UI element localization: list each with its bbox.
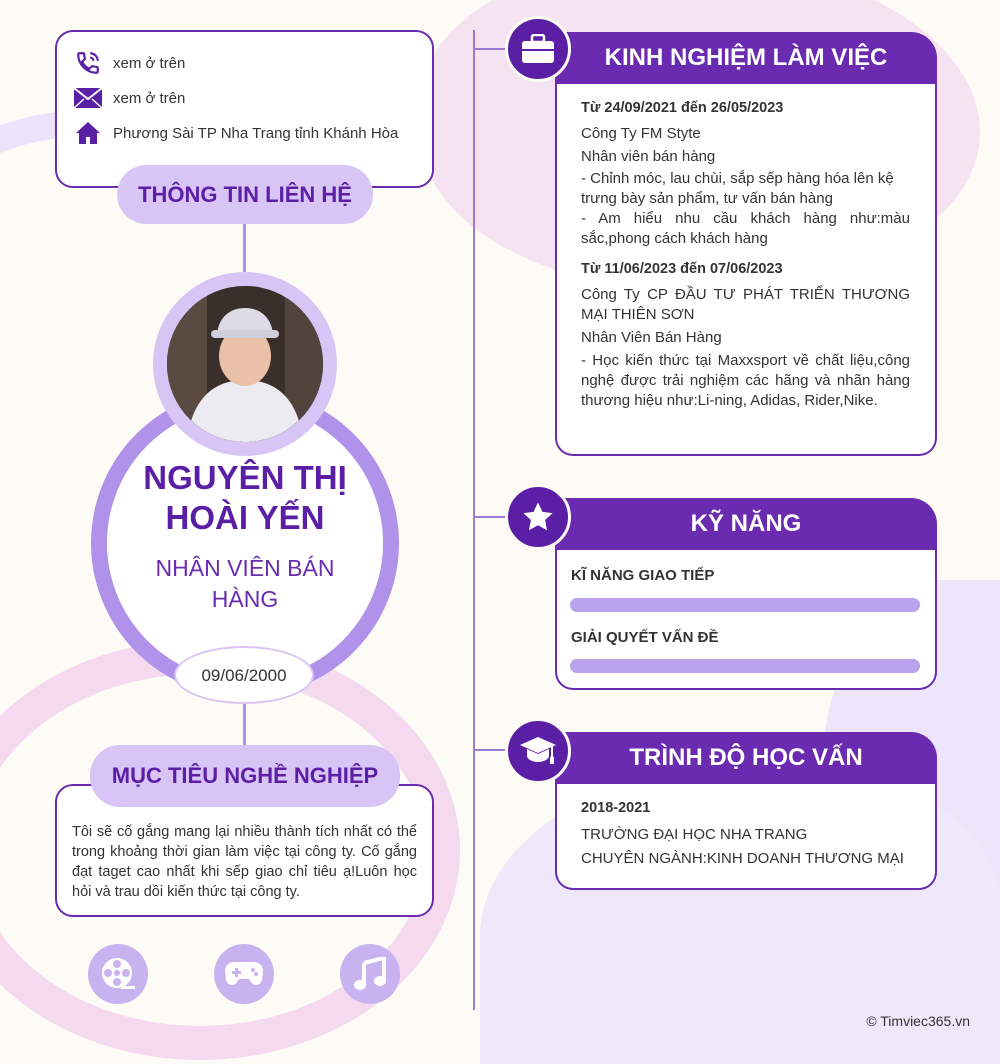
profile-name-line1: NGUYÊN THỊ [143,459,347,496]
footer-copyright[interactable]: © Timviec365.vn [866,1013,970,1029]
objective-heading: MỤC TIÊU NGHỀ NGHIỆP [90,745,400,807]
job-1-desc-2: - Am hiểu nhu cầu khách hàng như:màu sắc,phong cách khách hàng [581,210,910,247]
skill-2-label: GIẢI QUYẾT VẤN ĐỀ [571,629,719,646]
job-1-position: Nhân viên bán hàng [581,148,716,165]
music-note-icon [340,944,400,1004]
education-school: TRƯỜNG ĐẠI HỌC NHA TRANG [581,826,808,843]
skill-1-bar [570,598,920,612]
job-1-date: Từ 24/09/2021 đến 26/05/2023 [581,100,784,116]
contact-phone-row [73,50,185,76]
contact-address-text: Phương Sài TP Nha Trang tỉnh Khánh Hòa [113,124,399,142]
job-2-desc-1: - Học kiến thức tại Maxxsport về chất liệu,công nghệ được trải nghiệm các hãng và nhãn hàng thương hiệu như:Li-ning, Adidas, Rider,Nike. [581,352,910,409]
film-reel-icon [88,944,148,1004]
timeline-line [473,30,475,1010]
home-icon [73,120,103,146]
star-icon [505,484,571,550]
job-1-company: Công Ty FM Styte [581,125,701,142]
dob-badge [174,646,314,704]
experience-heading: KINH NGHIỆM LÀM VIỆC [555,32,937,84]
dob-text: 09/06/2000 [201,666,287,685]
profile-name [110,458,380,538]
contact-phone-text: xem ở trên [113,54,186,72]
job-2-date: Từ 11/06/2023 đến 07/06/2023 [581,261,783,277]
envelope-icon [73,85,103,111]
connector-line-top [243,224,246,272]
skills-heading: KỸ NĂNG [555,498,937,550]
connector-line-bottom [243,704,246,748]
education-years: 2018-2021 [581,800,651,816]
experience-content [581,100,910,411]
profile-name-line2: HOÀI YẾN [165,499,325,536]
job-2-company: Công Ty CP ĐẦU TƯ PHÁT TRIỂN THƯƠNG MẠI THIÊN SƠN [581,286,910,323]
phone-icon [73,50,103,76]
profile-title-line2: HÀNG [211,586,279,612]
skill-2-bar [570,659,920,673]
objective-text: Tôi sẽ cố gắng mang lại nhiều thành tích nhất có thể trong khoảng thời gian làm việc tại công ty. Cố gắng đạt taget cao nhất khi sếp giao chỉ tiêu ạ!Luôn học hỏi và trau dồi kiến thức tại công ty. [72,824,417,900]
avatar [167,286,323,442]
job-1-desc-1: - Chỉnh móc, lau chùi, sắp sếp hàng hóa lên kệ trưng bày sản phẩm, tư vấn bán hàng [581,170,894,207]
briefcase-icon [505,16,571,82]
education-heading: TRÌNH ĐỘ HỌC VẤN [555,732,937,784]
contact-heading: THÔNG TIN LIÊN HỆ [117,165,373,224]
education-content [581,800,921,869]
graduation-cap-icon [505,718,571,784]
contact-email-row [73,85,185,111]
profile-title [110,553,380,615]
contact-address-row [73,120,398,146]
skill-1-label: KĨ NĂNG GIAO TIẾP [571,567,715,584]
gamepad-icon [214,944,274,1004]
contact-email-text: xem ở trên [113,89,186,107]
education-major: CHUYÊN NGÀNH:KINH DOANH THƯƠNG MẠI [581,850,904,867]
job-2-position: Nhân Viên Bán Hàng [581,329,722,346]
profile-title-line1: NHÂN VIÊN BÁN [155,555,335,581]
